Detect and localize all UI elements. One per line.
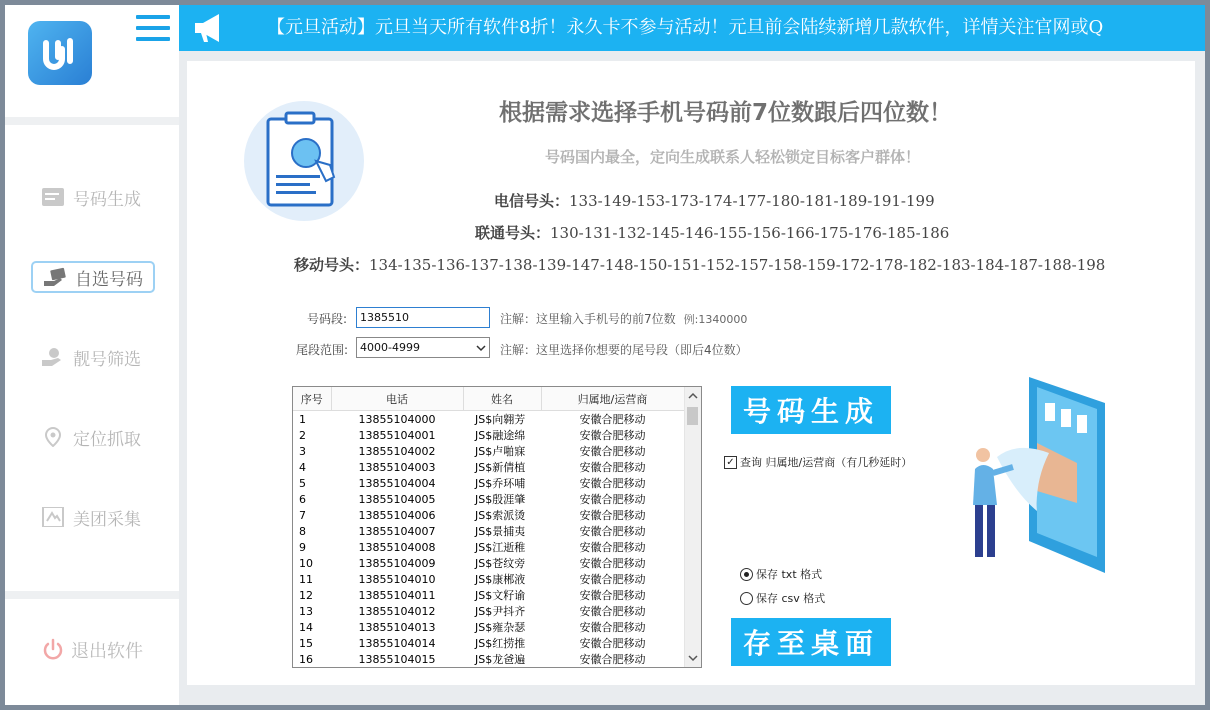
- sidebar-item-label: 号码生成: [73, 189, 141, 210]
- telecom-label: 电信号头：: [494, 192, 570, 210]
- generate-button[interactable]: 号码生成: [731, 386, 891, 434]
- table-row[interactable]: [293, 587, 684, 603]
- announcement-banner: [179, 5, 1205, 51]
- cell-name: JS$雍杂瑟: [475, 621, 526, 634]
- table-row[interactable]: [293, 491, 684, 507]
- cell-location: 安徽合肥移动: [579, 637, 646, 650]
- query-location-checkbox[interactable]: [724, 454, 912, 470]
- cell-name: JS$龙爸遍: [475, 653, 526, 666]
- cell-index: 9: [299, 540, 306, 554]
- scroll-down-icon[interactable]: [685, 651, 701, 665]
- exit-label: 退出软件: [71, 641, 143, 662]
- table-row[interactable]: [293, 475, 684, 491]
- cell-location: 安徽合肥移动: [579, 605, 646, 618]
- save-txt-radio[interactable]: [740, 566, 822, 582]
- cell-name: JS$江逝稚: [475, 541, 526, 554]
- table-scrollbar[interactable]: [684, 387, 701, 667]
- cell-name: JS$尹抖齐: [475, 605, 526, 618]
- cell-index: 11: [299, 572, 313, 586]
- table-row[interactable]: [293, 571, 684, 587]
- table-row[interactable]: [293, 523, 684, 539]
- chevron-down-icon: [476, 344, 486, 352]
- cell-name: JS$文籽谕: [475, 589, 526, 602]
- cell-index: 8: [299, 524, 306, 538]
- cell-location: 安徽合肥移动: [579, 557, 646, 570]
- cell-name: JS$索派烫: [475, 509, 526, 522]
- table-row[interactable]: [293, 635, 684, 651]
- table-row[interactable]: [293, 603, 684, 619]
- cell-name: JS$向翱芳: [475, 413, 526, 426]
- table-row[interactable]: [293, 411, 684, 428]
- cell-index: 10: [299, 556, 313, 570]
- sidebar-item-location-scrape[interactable]: [31, 421, 155, 453]
- cell-phone: 13855104010: [358, 572, 436, 586]
- column-header-index[interactable]: 序号: [293, 387, 331, 411]
- cell-location: 安徽合肥移动: [579, 509, 646, 522]
- main-panel: [187, 61, 1195, 685]
- clipboard-chart-icon: [244, 101, 364, 221]
- table-row[interactable]: [293, 619, 684, 635]
- hamburger-menu-icon[interactable]: [136, 15, 170, 45]
- cell-phone: 13855104015: [358, 652, 436, 666]
- document-icon: [41, 187, 65, 207]
- cell-name: JS$康郴液: [475, 573, 526, 586]
- save-csv-label: 保存 csv 格式: [756, 592, 826, 605]
- cell-location: 安徽合肥移动: [579, 493, 646, 506]
- unicom-value: 130-131-132-145-146-155-156-166-175-176-185-186: [550, 224, 950, 242]
- table-header-row: [293, 387, 684, 411]
- table-row[interactable]: [293, 443, 684, 459]
- sidebar-item-meituan[interactable]: [31, 501, 155, 533]
- cell-phone: 13855104008: [358, 540, 436, 554]
- sidebar-item-lucky-number[interactable]: [31, 341, 155, 373]
- sidebar: [5, 5, 179, 705]
- cell-index: 6: [299, 492, 306, 506]
- cell-location: 安徽合肥移动: [579, 589, 646, 602]
- cell-phone: 13855104005: [358, 492, 436, 506]
- cell-index: 13: [299, 604, 313, 618]
- cell-location: 安徽合肥移动: [579, 541, 646, 554]
- sidebar-item-custom-number[interactable]: [31, 261, 155, 293]
- mobile-prefixes: [294, 254, 1105, 275]
- segment-input[interactable]: [356, 307, 490, 328]
- mobile-label: 移动号头：: [294, 256, 370, 274]
- cell-location: 安徽合肥移动: [579, 573, 646, 586]
- telecom-value: 133-149-153-173-174-177-180-181-189-191-199: [569, 192, 935, 210]
- cell-name: JS$景捕夷: [475, 525, 526, 538]
- cell-index: 16: [299, 652, 313, 666]
- logo-area: [5, 5, 179, 117]
- cell-index: 2: [299, 428, 306, 442]
- save-txt-label: 保存 txt 格式: [756, 568, 823, 581]
- cell-name: JS$红捞推: [475, 637, 526, 650]
- cell-index: 4: [299, 460, 306, 474]
- cell-index: 5: [299, 476, 306, 490]
- range-note: 注解：这里选择你想要的尾号段（即后4位数）: [500, 343, 748, 357]
- save-csv-radio[interactable]: [740, 590, 825, 606]
- cell-name: JS$新倩植: [475, 461, 526, 474]
- table-row[interactable]: [293, 427, 684, 443]
- cell-location: 安徽合肥移动: [579, 461, 646, 474]
- range-select[interactable]: [356, 337, 490, 358]
- table-body: [293, 411, 684, 668]
- power-icon: [41, 638, 65, 662]
- cell-index: 15: [299, 636, 313, 650]
- page-subtitle: 号码国内最全，定向生成联系人轻松锁定目标客户群体！: [545, 148, 921, 166]
- cell-location: 安徽合肥移动: [579, 445, 646, 458]
- hand-card-icon: [43, 267, 67, 287]
- cell-index: 7: [299, 508, 306, 522]
- cell-phone: 13855104014: [358, 636, 436, 650]
- cell-name: JS$卢啪寐: [475, 445, 526, 458]
- app-logo: [28, 21, 92, 85]
- cell-location: 安徽合肥移动: [579, 621, 646, 634]
- segment-note: [500, 310, 747, 327]
- cell-phone: 13855104002: [358, 444, 436, 458]
- cell-phone: 13855104012: [358, 604, 436, 618]
- cell-name: JS$殷涯肇: [475, 493, 526, 506]
- cell-phone: 13855104009: [358, 556, 436, 570]
- scroll-thumb[interactable]: [687, 407, 698, 425]
- sidebar-item-label: 自选号码: [75, 269, 143, 290]
- cell-location: 安徽合肥移动: [579, 429, 646, 442]
- announcement-text: 【元旦活动】元旦当天所有软件8折！永久卡不参与活动！元旦前会陆续新增几款软件，详情关注官网或Q: [267, 17, 1104, 38]
- cell-phone: 13855104003: [358, 460, 436, 474]
- radio-selected-icon: [740, 568, 753, 581]
- app-window: [5, 5, 1205, 705]
- table-row[interactable]: [293, 507, 684, 523]
- cell-phone: 13855104013: [358, 620, 436, 634]
- checkbox-checked-icon: ✓: [724, 456, 737, 469]
- cell-location: 安徽合肥移动: [579, 413, 646, 426]
- segment-note-text: 注解：这里输入手机号的前7位数: [500, 312, 676, 326]
- person-with-phone-illustration: [957, 373, 1107, 573]
- cell-name: JS$融途绵: [475, 429, 526, 442]
- cell-name: JS$苍纹旁: [475, 557, 526, 570]
- grid-square-icon: [41, 507, 65, 527]
- sidebar-item-label: 定位抓取: [73, 429, 141, 450]
- cell-phone: 13855104007: [358, 524, 436, 538]
- exit-area: [5, 599, 179, 705]
- page-title: 根据需求选择手机号码前7位数跟后四位数！: [499, 100, 953, 126]
- cell-index: 12: [299, 588, 313, 602]
- mobile-value: 134-135-136-137-138-139-147-148-150-151-152-157-158-159-172-178-182-183-184-187-188-198: [369, 256, 1106, 274]
- query-checkbox-label: 查询 归属地/运营商（有几秒延时）: [740, 456, 913, 469]
- unicom-prefixes: [475, 222, 949, 243]
- cell-index: 1: [299, 412, 306, 426]
- sidebar-item-label: 靓号筛选: [73, 349, 141, 370]
- cell-phone: 13855104011: [358, 588, 436, 602]
- table-row[interactable]: [293, 539, 684, 555]
- location-pin-icon: [41, 427, 65, 447]
- cell-name: JS$乔环哺: [475, 477, 526, 490]
- range-select-value: 4000-4999: [360, 341, 420, 354]
- sidebar-nav: [5, 125, 179, 591]
- cell-phone: 13855104000: [358, 412, 436, 426]
- cell-index: 3: [299, 444, 306, 458]
- sidebar-item-generate[interactable]: [31, 181, 155, 213]
- scroll-up-icon[interactable]: [685, 389, 701, 403]
- save-to-desktop-button[interactable]: 存至桌面: [731, 618, 891, 666]
- results-table[interactable]: [292, 386, 702, 668]
- table-row[interactable]: [293, 459, 684, 475]
- cell-phone: 13855104004: [358, 476, 436, 490]
- cell-location: 安徽合肥移动: [579, 477, 646, 490]
- segment-label: 号码段:: [307, 312, 348, 326]
- sidebar-item-label: 美团采集: [73, 509, 141, 530]
- cell-location: 安徽合肥移动: [579, 653, 646, 666]
- cell-phone: 13855104001: [358, 428, 436, 442]
- table-row[interactable]: [293, 651, 684, 667]
- cell-phone: 13855104006: [358, 508, 436, 522]
- segment-example: 例:1340000: [683, 313, 748, 326]
- range-label: 尾段范围:: [296, 343, 349, 357]
- column-header-phone[interactable]: 电话: [331, 387, 463, 411]
- unicom-label: 联通号头：: [475, 224, 551, 242]
- cell-index: 14: [299, 620, 313, 634]
- cell-location: 安徽合肥移动: [579, 525, 646, 538]
- table-row[interactable]: [293, 555, 684, 571]
- column-header-location[interactable]: 归属地/运营商: [541, 387, 684, 411]
- column-header-name[interactable]: 姓名: [463, 387, 541, 411]
- speaker-icon: [193, 13, 227, 43]
- exit-button[interactable]: [41, 637, 143, 663]
- user-hand-icon: [41, 347, 65, 367]
- radio-unselected-icon: [740, 592, 753, 605]
- telecom-prefixes: [494, 190, 935, 211]
